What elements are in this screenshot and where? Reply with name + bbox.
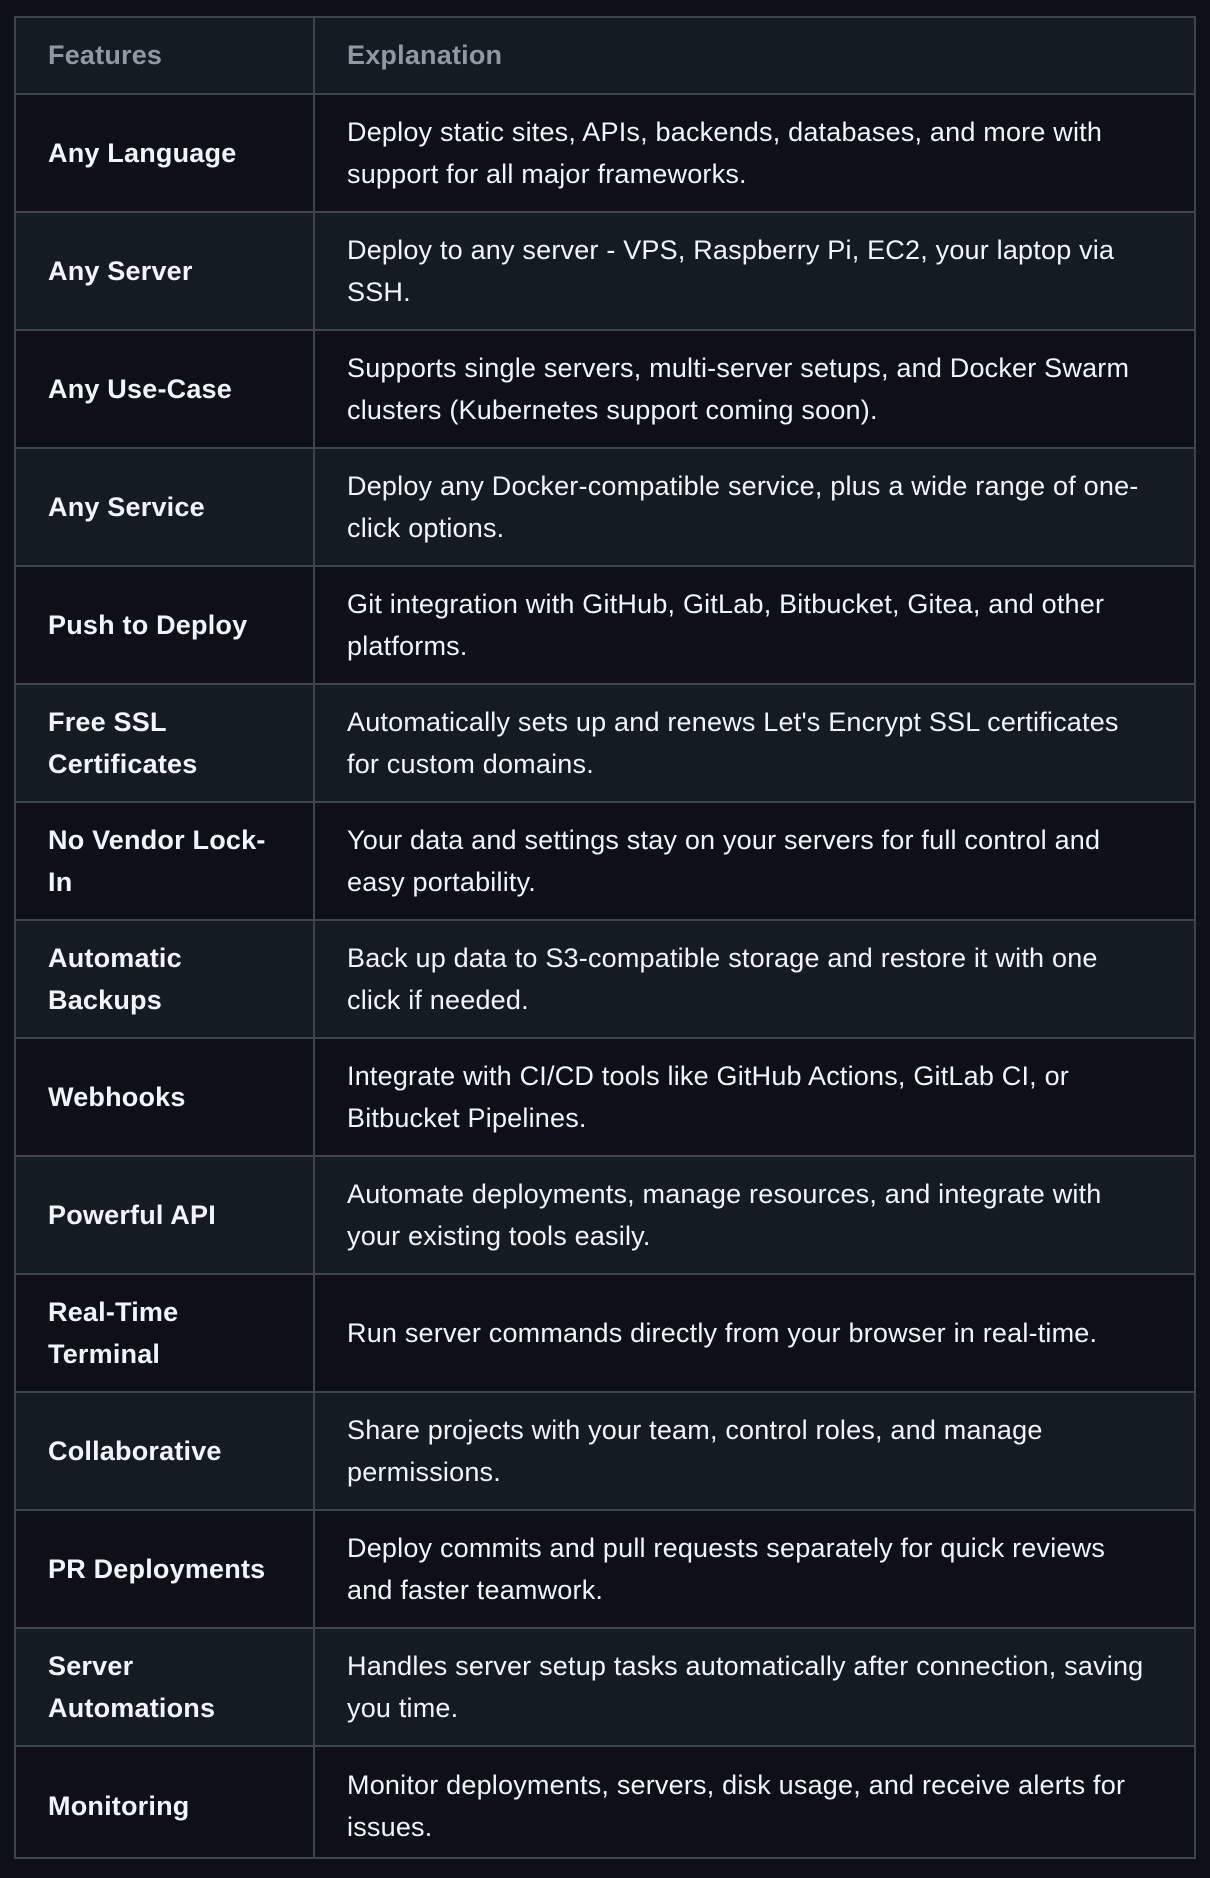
feature-explanation: Share projects with your team, control roles, and manage permissions. — [314, 1392, 1194, 1510]
feature-explanation: Deploy to any server - VPS, Raspberry Pi, EC2, your laptop via SSH. — [314, 212, 1194, 330]
feature-explanation: Integrate with CI/CD tools like GitHub Actions, GitLab CI, or Bitbucket Pipelines. — [314, 1038, 1194, 1156]
feature-explanation: Back up data to S3-compatible storage and restore it with one click if needed. — [314, 920, 1194, 1038]
table-row — [16, 566, 1194, 684]
feature-explanation: Supports single servers, multi-server setups, and Docker Swarm clusters (Kubernetes support coming soon). — [314, 330, 1194, 448]
header-features: Features — [16, 18, 314, 94]
table-row — [16, 1156, 1194, 1274]
header-explanation: Explanation — [314, 18, 1194, 94]
feature-explanation: Handles server setup tasks automatically after connection, saving you time. — [314, 1628, 1194, 1746]
table-row — [16, 1038, 1194, 1156]
feature-explanation: Run server commands directly from your browser in real-time. — [314, 1274, 1194, 1392]
feature-explanation: Automate deployments, manage resources, and integrate with your existing tools easily. — [314, 1156, 1194, 1274]
table-row — [16, 1274, 1194, 1392]
table-row — [16, 1392, 1194, 1510]
table-row — [16, 920, 1194, 1038]
features-table-container — [14, 16, 1196, 1859]
feature-explanation: Deploy static sites, APIs, backends, databases, and more with support for all major frameworks. — [314, 94, 1194, 212]
table-row — [16, 684, 1194, 802]
feature-explanation: Your data and settings stay on your servers for full control and easy portability. — [314, 802, 1194, 920]
feature-name: Any Service — [16, 448, 314, 566]
feature-name: Powerful API — [16, 1156, 314, 1274]
table-row — [16, 1628, 1194, 1746]
table-row — [16, 330, 1194, 448]
feature-explanation: Git integration with GitHub, GitLab, Bitbucket, Gitea, and other platforms. — [314, 566, 1194, 684]
features-table — [16, 18, 1194, 1859]
table-row — [16, 1510, 1194, 1628]
feature-name: PR Deployments — [16, 1510, 314, 1628]
feature-explanation: Automatically sets up and renews Let's Encrypt SSL certificates for custom domains. — [314, 684, 1194, 802]
feature-name: Free SSL Certificates — [16, 684, 314, 802]
feature-name: No Vendor Lock-In — [16, 802, 314, 920]
table-row — [16, 802, 1194, 920]
feature-explanation: Deploy commits and pull requests separately for quick reviews and faster teamwork. — [314, 1510, 1194, 1628]
table-row — [16, 94, 1194, 212]
feature-explanation: Deploy any Docker-compatible service, plus a wide range of one-click options. — [314, 448, 1194, 566]
feature-name: Collaborative — [16, 1392, 314, 1510]
feature-name: Any Use-Case — [16, 330, 314, 448]
feature-name: Any Language — [16, 94, 314, 212]
table-row — [16, 448, 1194, 566]
table-row — [16, 212, 1194, 330]
table-header-row — [16, 18, 1194, 94]
feature-name: Server Automations — [16, 1628, 314, 1746]
feature-name: Automatic Backups — [16, 920, 314, 1038]
feature-explanation: Monitor deployments, servers, disk usage, and receive alerts for issues. — [314, 1746, 1194, 1859]
feature-name: Webhooks — [16, 1038, 314, 1156]
feature-name: Real-Time Terminal — [16, 1274, 314, 1392]
feature-name: Any Server — [16, 212, 314, 330]
feature-name: Push to Deploy — [16, 566, 314, 684]
feature-name: Monitoring — [16, 1746, 314, 1859]
table-row — [16, 1746, 1194, 1859]
